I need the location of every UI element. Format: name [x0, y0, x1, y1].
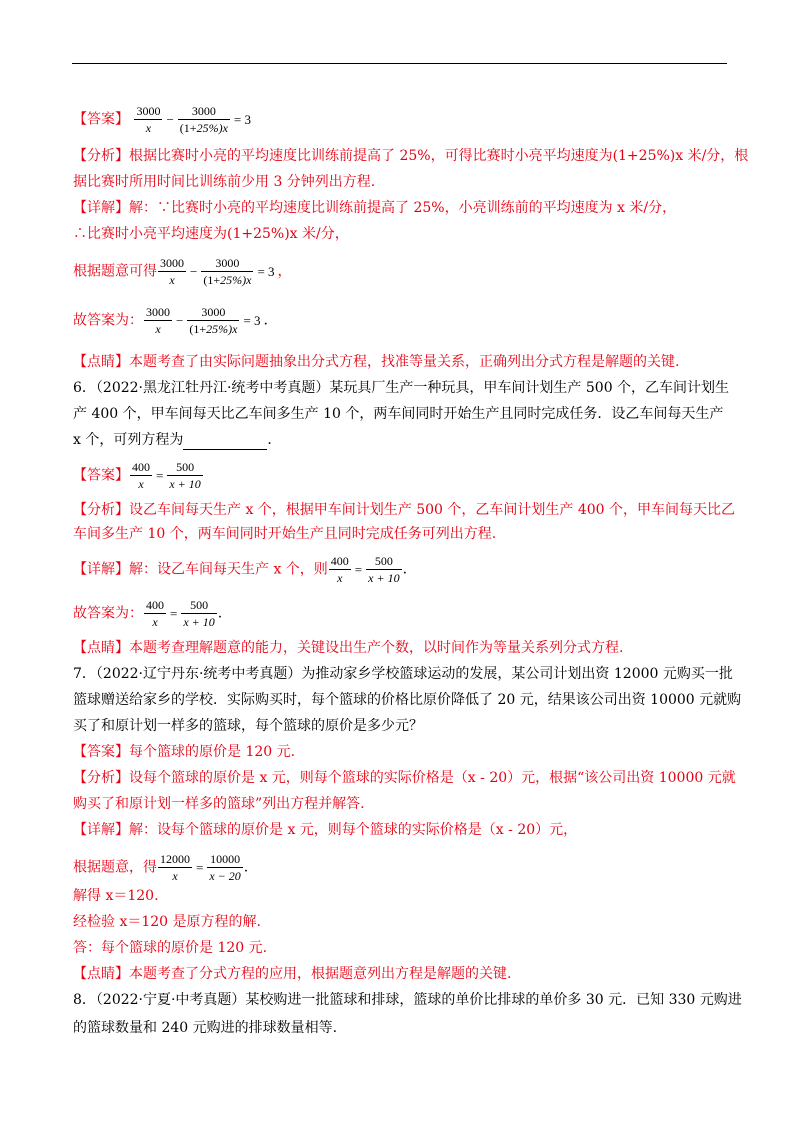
- fraction-3000-over-x: $\frac{3000}{x}$: [146, 305, 170, 336]
- fraction-3000-over-x: $\frac{3000}{x}$: [160, 256, 184, 287]
- q5-answer-line: 【答案】 $\frac{3000}{x}$ − $\frac{3000}{(1+25\%)x}$ = 3: [73, 104, 251, 135]
- q6-analysis-line1: 【分析】设乙车间每天生产 x 个，根据甲车间计划生产 500 个，乙车间计划生产 400 个，甲车间每天比乙: [73, 502, 736, 518]
- fraction-400-over-x: $\frac{400}{x}$: [146, 598, 164, 629]
- analysis-tag: 【分析】: [73, 770, 129, 786]
- fraction-400-over-x: $\frac{400}{x}$: [132, 460, 150, 491]
- detail-tag: 【详解】: [73, 561, 129, 578]
- q5-detail-equation: 根据题意可得 $\frac{3000}{x}$ − $\frac{3000}{(1+25\%)x}$ = 3 ，: [73, 256, 292, 287]
- comment-tag: 【点睛】: [73, 354, 129, 370]
- answer-blank: [183, 435, 267, 450]
- fraction-500-over-x-plus-10: $\frac{500}{x + 10}$: [169, 460, 201, 491]
- fraction-12000-over-x: $\frac{12000}{x}$: [160, 852, 190, 883]
- q7-reply: 答：每个篮球的原价是 120 元.: [73, 940, 268, 956]
- q5-detail-line2: ∴比赛时小亮平均速度为(1+25%)x 米/分，: [73, 226, 349, 242]
- q5-detail-line1: 【详解】解：∵比赛时小亮的平均速度比训练前提高了 25%，小亮训练前的平均速度为 x 米/分，: [73, 200, 677, 216]
- comment-tag: 【点睛】: [73, 640, 129, 656]
- q7-equation: 根据题意，得 $\frac{12000}{x}$ = $\frac{10000}{x - 20}$ .: [73, 852, 249, 883]
- fraction-10000-over-x-minus-20: $\frac{10000}{x - 20}$: [209, 852, 241, 883]
- q6-detail: 【详解】解：设乙车间每天生产 x 个，则 $\frac{400}{x}$ = $\frac{500}{x + 10}$ .: [73, 554, 408, 585]
- q7-comment: 【点睛】本题考查了分式方程的应用，根据题意列出方程是解题的关键.: [73, 966, 512, 982]
- q7-stem-line2: 篮球赠送给家乡的学校．实际购买时，每个篮球的价格比原价降低了 20 元，结果该公司出资 10000 元就购: [73, 692, 742, 708]
- fraction-500-over-x-plus-10: $\frac{500}{x + 10}$: [183, 598, 215, 629]
- detail-tag: 【详解】: [73, 200, 129, 216]
- q8-stem-line1: 8．（2022·宁夏·中考真题）某校购进一批篮球和排球，篮球的单价比排球的单价多 30 元．已知 330 元购进: [73, 992, 742, 1008]
- answer-tag: 【答案】: [73, 467, 129, 484]
- q7-stem-line1: 7．（2022·辽宁丹东·统考中考真题）为推动家乡学校篮球运动的发展，某公司计划出资 12000 元购买一批: [73, 666, 733, 682]
- q7-stem-line3: 买了和原计划一样多的篮球，每个篮球的原价是多少元？: [73, 718, 423, 734]
- header-rule: [72, 63, 727, 64]
- q5-comment: 【点睛】本题考查了由实际问题抽象出分式方程，找准等量关系，正确列出分式方程是解题的关键.: [73, 354, 680, 370]
- q8-stem-line2: 的篮球数量和 240 元购进的排球数量相等.: [73, 1020, 338, 1036]
- q6-comment: 【点睛】本题考查理解题意的能力，关键设出生产个数，以时间作为等量关系列分式方程.: [73, 640, 624, 656]
- q7-answer: 【答案】每个篮球的原价是 120 元.: [73, 744, 296, 760]
- q6-stem-line3: x 个，可列方程为 ．: [73, 432, 282, 448]
- answer-tag: 【答案】: [73, 111, 129, 128]
- fraction-400-over-x: $\frac{400}{x}$: [330, 554, 349, 585]
- comment-tag: 【点睛】: [73, 966, 129, 982]
- q5-final-answer: 故答案为： $\frac{3000}{x}$ − $\frac{3000}{(1+25\%)x}$ = 3 .: [73, 305, 268, 336]
- q7-analysis-line1: 【分析】设每个篮球的原价是 x 元，则每个篮球的实际价格是（x - 20）元，根据“该公司出资 10000 元就: [73, 770, 736, 786]
- fraction-3000-over-125x: $\frac{3000}{(1+25\%)x}$: [189, 305, 238, 336]
- q5-analysis-line1: 【分析】根据比赛时小亮的平均速度比训练前提高了 25%，可得比赛时小亮平均速度为(1+25%)x 米/分，根: [73, 148, 749, 164]
- analysis-tag: 【分析】: [73, 502, 129, 518]
- q6-analysis-line2: 车间多生产 10 个，两车间同时开始生产且同时完成任务可列出方程.: [73, 526, 497, 542]
- fraction-500-over-x-plus-10: $\frac{500}{x + 10}$: [368, 554, 400, 585]
- detail-tag: 【详解】: [73, 822, 129, 838]
- q6-stem-line1: 6．（2022·黑龙江牡丹江·统考中考真题）某玩具厂生产一种玩具，甲车间计划生产 500 个，乙车间计划生: [73, 380, 730, 396]
- fraction-3000-over-125x: $\frac{3000}{(1+25\%)x}$: [179, 104, 228, 135]
- q5-analysis-line2: 据比赛时所用时间比训练前少用 3 分钟列出方程.: [73, 174, 376, 190]
- q7-detail: 【详解】解：设每个篮球的原价是 x 元，则每个篮球的实际价格是（x - 20）元，: [73, 822, 578, 838]
- q6-final-answer: 故答案为： $\frac{400}{x}$ = $\frac{500}{x + 10}$ .: [73, 598, 223, 629]
- q6-stem-line2: 产 400 个，甲车间每天比乙车间多生产 10 个，两车间同时开始生产且同时完成任务．设乙车间每天生产: [73, 406, 724, 422]
- analysis-tag: 【分析】: [73, 148, 129, 164]
- q7-analysis-line2: 购买了和原计划一样多的篮球”列出方程并解答.: [73, 796, 365, 812]
- answer-tag: 【答案】: [73, 744, 129, 760]
- q7-solve: 解得 x＝120.: [73, 888, 159, 904]
- q6-answer-line: 【答案】 $\frac{400}{x}$ = $\frac{500}{x + 10}$: [73, 460, 201, 491]
- fraction-3000-over-x: $\frac{3000}{x}$: [136, 104, 161, 135]
- fraction-3000-over-125x: $\frac{3000}{(1+25\%)x}$: [203, 256, 252, 287]
- q7-check: 经检验 x＝120 是原方程的解.: [73, 914, 261, 930]
